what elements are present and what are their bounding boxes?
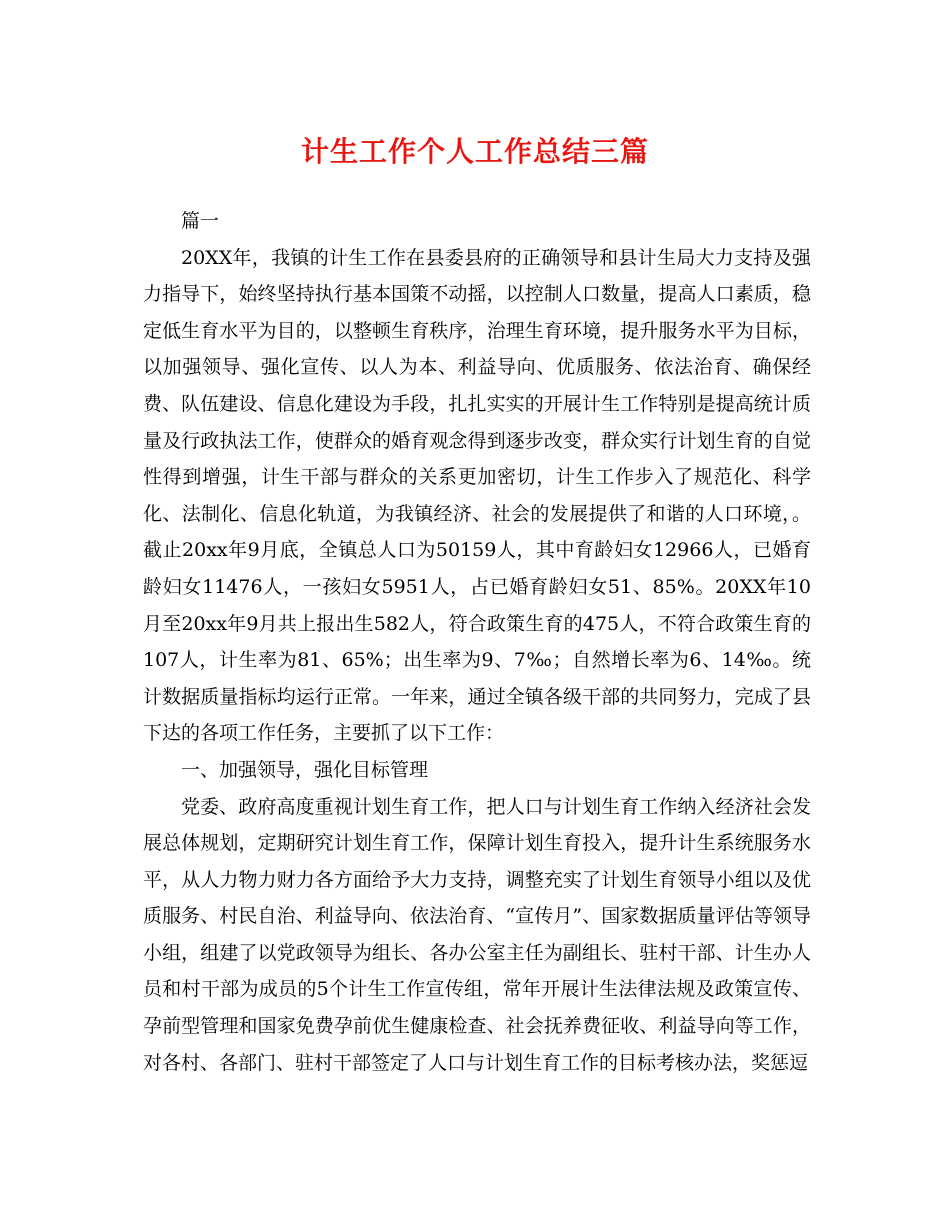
body-paragraph: 党委、政府高度重视计划生育工作，把人口与计划生育工作纳入经济社会发展总体规划，定期研究计划生育工作，保障计划生育投入，提升计生系统服务水平，从人力物力财力各方面给予大力支持，调整充实了计划生育领导小组以及优质服务、村民自治、利益导向、依法治育、“宣传月”、国家数据质量评估等领导小组，组建了以党政领导为组长、各办公室主任为副组长、驻村干部、计生办人员和村干部为成员的5个计生工作宣传组，常年开展计生法律法规及政策宣传、孕前型管理和国家免费孕前优生健康检查、社会抚养费征收、利益导向等工作，对各村、各部门、驻村干部签定了人口与计划生育工作的目标考核办法，奖惩逗 (143, 795, 811, 1074)
section-heading: 篇一 (181, 210, 220, 232)
document-body (143, 203, 811, 1081)
body-paragraph: 20XX年，我镇的计生工作在县委县府的正确领导和县计生局大力支持及强力指导下，始终坚持执行基本国策不动摇，以控制人口数量，提高人口素质，稳定低生育水平为目的，以整顿生育秩序，治理生育环境，提升服务水平为目标，以加强领导、强化宣传、以人为本、利益导向、优质服务、依法治育、确保经费、队伍建设、信息化建设为手段，扎扎实实的开展计生工作特别是提高统计质量及行政执法工作，使群众的婚育观念得到逐步改变，群众实行计划生育的自觉性得到增强，计生干部与群众的关系更加密切，计生工作步入了规范化、科学化、法制化、信息化轨道，为我镇经济、社会的发展提供了和谐的人口环境，。截止20xx年9月底，全镇总人口为50159人，其中育龄妇女12966人，已婚育龄妇女11476人，一孩妇女5951人，占已婚育龄妇女51、85%。20XX年10月至20xx年9月共上报出生582人，符合政策生育的475人，不符合政策生育的107人，计生率为81、65%；出生率为9、7‰；自然增长率为6、14‰。统计数据质量指标均运行正常。一年来，通过全镇各级干部的共同努力，完成了县下达的各项工作任务，主要抓了以下工作： (143, 246, 811, 745)
subsection-heading: 一、加强领导，强化目标管理 (181, 758, 429, 781)
document-title: 计生工作个人工作总结三篇 (300, 135, 649, 168)
